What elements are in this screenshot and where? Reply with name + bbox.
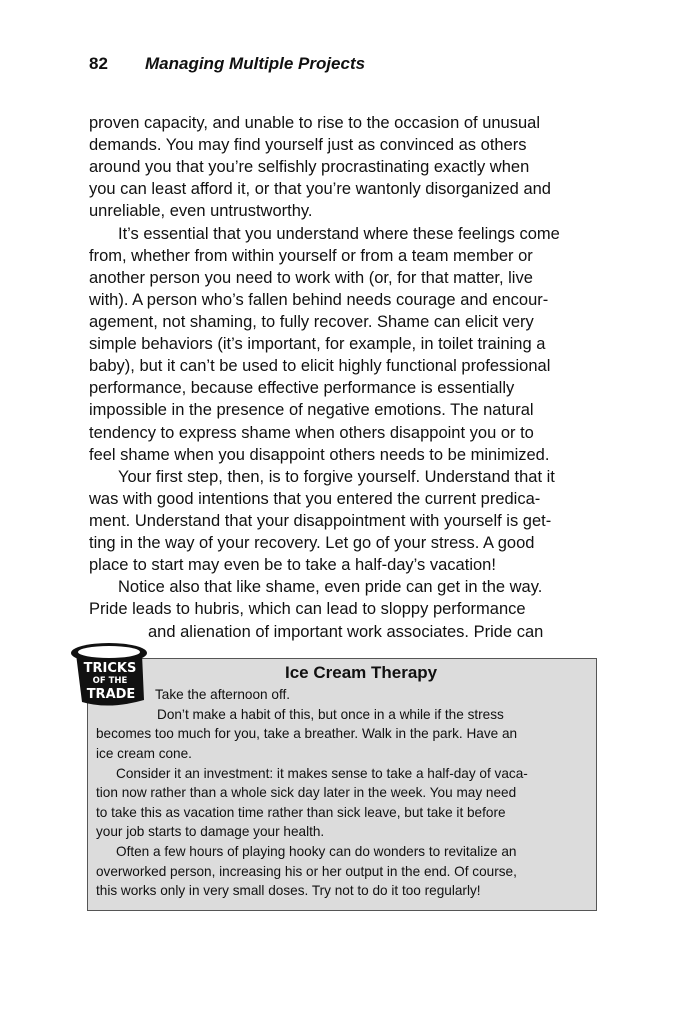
badge-word-tricks: TRICKS	[83, 661, 137, 676]
sidebar-line: Consider it an investment: it makes sense to take a half-day of vaca-	[116, 766, 528, 781]
sidebar-line: to take this as vacation time rather than sick leave, but take it before	[96, 805, 506, 820]
body-line: with). A person who’s fallen behind needs courage and encour-	[89, 291, 549, 309]
sidebar-line: overworked person, increasing his or her output in the end. Of course,	[96, 864, 517, 879]
sidebar-line: your job starts to damage your health.	[96, 824, 325, 839]
body-line: performance, because effective performance is essentially	[89, 379, 515, 397]
body-line: demands. You may find yourself just as convinced as others	[89, 136, 527, 154]
body-line: ting in the way of your recovery. Let go of your stress. A good	[89, 534, 535, 552]
badge-word-trade: TRADE	[86, 687, 136, 702]
running-title: Managing Multiple Projects	[145, 54, 366, 73]
body-line: impossible in the presence of negative emotions. The natural	[89, 401, 534, 419]
body-line: simple behaviors (it’s important, for example, in toilet training a	[89, 335, 546, 353]
sidebar-title: Ice Cream Therapy	[285, 663, 438, 682]
body-line: around you that you’re selfishly procrastinating exactly when	[89, 158, 530, 176]
sidebar-line: ice cream cone.	[96, 746, 192, 761]
body-line: proven capacity, and unable to rise to the occasion of unusual	[89, 114, 540, 132]
body-line: Your first step, then, is to forgive yourself. Understand that it	[118, 468, 555, 486]
body-line: another person you need to work with (or, for that matter, live	[89, 269, 533, 287]
sidebar-line: Take the afternoon off.	[155, 687, 291, 702]
sidebar-line: this works only in very small doses. Try not to do it too regularly!	[96, 883, 481, 898]
sidebar-line: Don’t make a habit of this, but once in a while if the stress	[157, 707, 504, 722]
body-line: unreliable, even untrustworthy.	[89, 202, 313, 220]
body-line: from, whether from within yourself or from a team member or	[89, 247, 533, 265]
page-number: 82	[89, 54, 108, 73]
body-line: was with good intentions that you entered the current predica-	[89, 490, 541, 508]
tricks-of-the-trade-icon	[66, 640, 152, 710]
body-line: It’s essential that you understand where these feelings come	[118, 225, 560, 243]
sidebar-line: tion now rather than a whole sick day later in the week. You may need	[96, 785, 517, 800]
body-line: and alienation of important work associates. Pride can	[148, 623, 544, 641]
sidebar-line: becomes too much for you, take a breather. Walk in the park. Have an	[96, 726, 518, 741]
sidebar-line: Often a few hours of playing hooky can do wonders to revitalize an	[116, 844, 517, 859]
body-line: you can least afford it, or that you’re wantonly disorganized and	[89, 180, 551, 198]
body-line: Notice also that like shame, even pride can get in the way.	[118, 578, 543, 596]
body-line: place to start may even be to take a half-day’s vacation!	[89, 556, 496, 574]
body-line: ment. Understand that your disappointment with yourself is get-	[89, 512, 552, 530]
body-line: Pride leads to hubris, which can lead to sloppy performance	[89, 600, 526, 618]
page-header	[89, 54, 365, 74]
body-line: tendency to express shame when others disappoint you or to	[89, 424, 534, 442]
body-line: feel shame when you disappoint others needs to be minimized.	[89, 446, 550, 464]
body-line: agement, not shaming, to fully recover. Shame can elicit very	[89, 313, 534, 331]
badge-word-of-the: OF THE	[92, 676, 128, 686]
body-line: baby), but it can’t be used to elicit highly functional professional	[89, 357, 551, 375]
